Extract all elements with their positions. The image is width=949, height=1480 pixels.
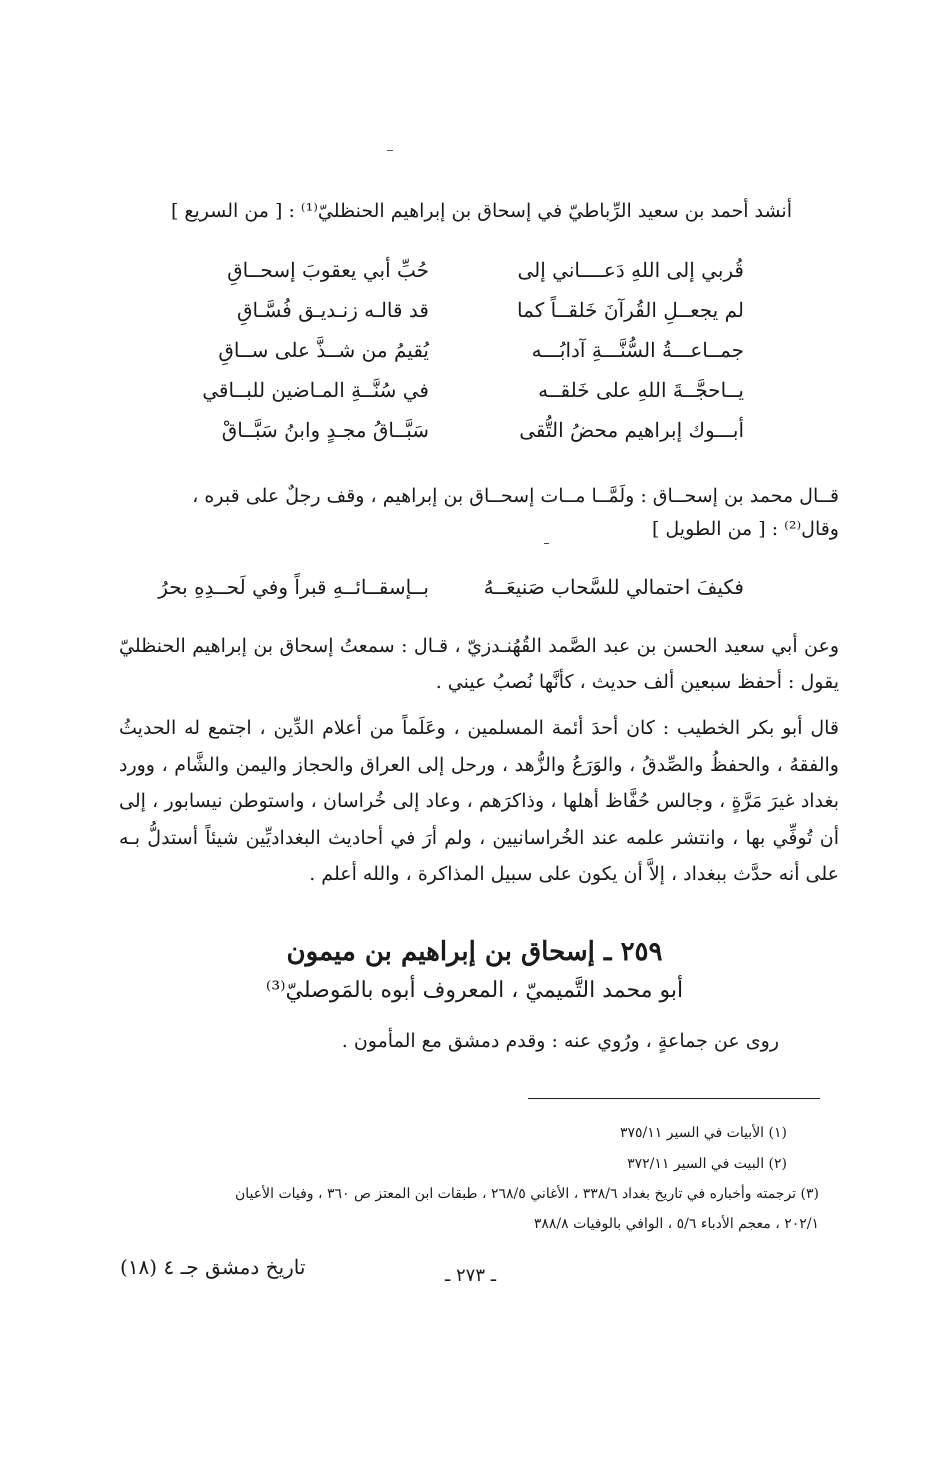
footnote-2: (٢) البيت في السير ٣٧٢/١١ — [627, 1156, 787, 1172]
verse-second-hemistich: سَبَّــاقُ مجـدٍ وابنُ سَبَّــاقْ — [221, 418, 429, 442]
verse-first-hemistich: لم يجعــلِ القُرآنَ خَلقــاً كما — [517, 298, 744, 322]
top-mark — [387, 150, 393, 151]
paragraph-memorization: وعن أبي سعيد الحسن بن عبد الصَّمد القُهُنـدزيّ ، قـال : سمعتُ إسحاق بن إبراهيم الحنظليّ يقول : أحفظ سبعين ألف حديث ، كأنَّها نُصبُ عيني . — [119, 635, 839, 693]
paragraph-burial: قــال محمد بن إسحــاق : ولَمَّــا مــات إسحــاق بن إبراهيم ، وقف رجلٌ على قبره ، — [192, 485, 839, 507]
verse-first-hemistich: أبـــوك إبراهيم محضُ التُّقى — [519, 418, 744, 442]
verse-second-hemistich: في سُنَّــةِ المـاضين للبــاقي — [202, 378, 429, 402]
verse-first-hemistich: قُربي إلى اللهِ دَعــــاني إلى — [517, 258, 744, 282]
entry-subtitle: أبو محمد التَّميميّ ، المعروف أبوه بالمَوصليّ⁽³⁾ — [265, 978, 684, 1003]
entry-title: ٢٥٩ ـ إسحاق بن إبراهيم بن ميمون — [286, 937, 663, 967]
single-verse — [158, 575, 744, 615]
intro-line: أنشد أحمد بن سعيد الرِّباطيّ في إسحاق بن إبراهيم الحنظليّ⁽¹⁾ : [ من السريع ] — [170, 200, 792, 222]
footnote-rule — [528, 1098, 820, 1099]
poem-verse — [184, 418, 744, 458]
poem-verse — [184, 378, 744, 418]
verse-first-hemistich: فكيفَ احتمالي للسَّحاب صَنيعَــهُ — [483, 575, 744, 599]
footnote-1: (١) الأبيات في السير ٣٧٥/١١ — [620, 1125, 787, 1141]
verse-first-hemistich: جمــاعـــةُ السُّنَّـــةِ آدابُـــه — [531, 338, 744, 362]
separator-mark — [544, 543, 549, 544]
entry-narration: روى عن جماعةٍ ، ورُوي عنه : وقدم دمشق مع المأمون . — [341, 1030, 779, 1052]
poem-verse — [184, 298, 744, 338]
footnote-3: (٣) ترجمته وأخباره في تاريخ بغداد ٣٣٨/٦ ، الأغاني ٢٦٨/٥ ، طبقات ابن المعتز ص ٣٦٠ ، وفيات الأعيان — [235, 1186, 819, 1202]
paragraph-burial-meter: وقال⁽²⁾ : [ من الطويل ] — [651, 518, 839, 540]
verse-second-hemistich: يُقيمُ من شــذَّ على ســاقِ — [218, 338, 429, 362]
verse-second-hemistich: حُبِّ أبي يعقوبَ إسحــاقِ — [227, 258, 429, 282]
verse-second-hemistich: قد قالـه زنـديـق فُسَّـاقِ — [236, 298, 429, 322]
poem-verse — [184, 258, 744, 298]
running-footer-book: تاريخ دمشق جـ ٤ (١٨) — [120, 1255, 306, 1279]
verse-second-hemistich: بــإسقــائــهِ قبراً وفي لَحــدِهِ بحرُ — [158, 575, 429, 599]
paragraph-khatib: قال أبو بكر الخطيب : كان أحدَ أئمة المسلمين ، وعَلَماً من أعلام الدِّين ، اجتمع له الحديثُ والفقهُ ، والحفظُ والصِّدقُ ، والوَرَعُ والزُّهد ، ورحل إلى العراق والحجاز واليمن والشَّام ، وورد بغداد غيرَ مَرَّةٍ ، وجالس حُفَّاظ أهلها ، وذاكرَهم ، وعاد إلى خُراسان ، واستوطن نيسابور ، إلى أن تُوفِّي بها ، وانتشر علمه عند الخُراسانيين ، ولم أرَ في أحاديث البغداديِّين شيئاً أستدلُّ بـه على أنه حدَّث ببغداد ، إلاَّ أن يكون على سبيل المذاكرة ، والله أعلم . — [119, 717, 839, 885]
page-number: ـ ٢٧٣ ـ — [445, 1265, 497, 1286]
poem-verse — [184, 338, 744, 378]
footnote-3-continued: ٢٠٢/١ ، معجم الأدباء ٥/٦ ، الوافي بالوفيات ٣٨٨/٨ — [533, 1216, 819, 1232]
verse-first-hemistich: يــاحجَّــةَ اللهِ على خَلقــه — [538, 378, 744, 402]
poem — [184, 258, 744, 458]
